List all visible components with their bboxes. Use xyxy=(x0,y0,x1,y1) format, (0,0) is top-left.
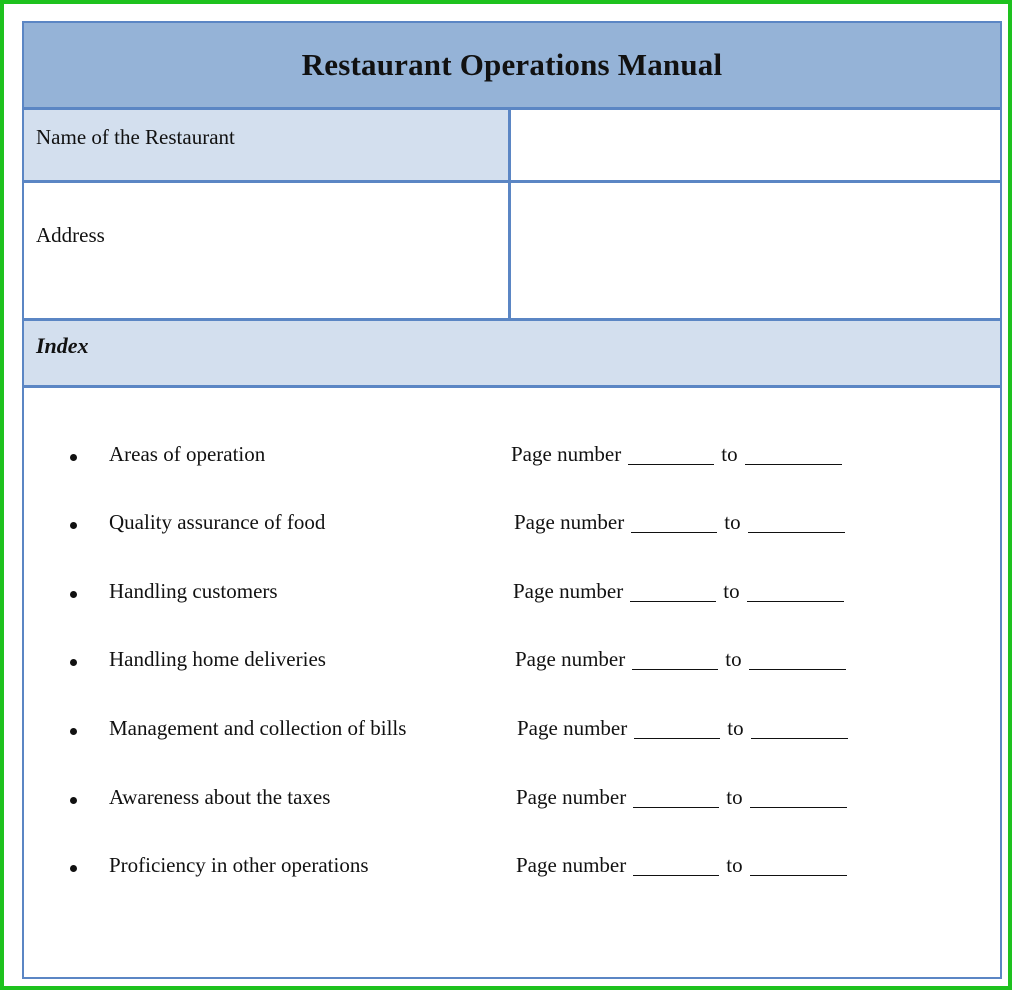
page-range xyxy=(517,716,848,741)
to-label: to xyxy=(725,647,742,671)
page-number-label: Page number xyxy=(515,647,626,671)
index-item-topic: Areas of operation xyxy=(109,442,266,466)
page-to-blank[interactable] xyxy=(748,531,845,533)
page-to-blank[interactable] xyxy=(750,806,847,808)
page-range xyxy=(516,785,847,810)
document-title: Restaurant Operations Manual xyxy=(24,23,1000,110)
bullet-icon xyxy=(70,659,77,666)
index-item xyxy=(24,785,1000,815)
page-from-blank[interactable] xyxy=(628,463,714,465)
to-label: to xyxy=(721,442,738,466)
page-to-blank[interactable] xyxy=(750,874,847,876)
page-to-blank[interactable] xyxy=(747,600,844,602)
to-label: to xyxy=(726,853,743,877)
index-list xyxy=(24,391,1000,977)
index-item-topic: Awareness about the taxes xyxy=(109,785,331,809)
restaurant-name-field[interactable] xyxy=(511,110,1000,180)
index-item-topic: Proficiency in other operations xyxy=(109,853,369,877)
index-heading: Index xyxy=(24,321,1000,388)
index-item-topic: Quality assurance of food xyxy=(109,510,326,534)
restaurant-name-row xyxy=(24,110,1000,183)
bullet-icon xyxy=(70,797,77,804)
page-number-label: Page number xyxy=(516,853,627,877)
page-range xyxy=(515,647,846,672)
index-item-topic: Management and collection of bills xyxy=(109,716,407,740)
index-item xyxy=(24,442,1000,472)
page-from-blank[interactable] xyxy=(633,874,719,876)
bullet-icon xyxy=(70,522,77,529)
page-to-blank[interactable] xyxy=(745,463,842,465)
to-label: to xyxy=(723,579,740,603)
to-label: to xyxy=(724,510,741,534)
page-from-blank[interactable] xyxy=(630,600,716,602)
page-to-blank[interactable] xyxy=(751,737,848,739)
page-number-label: Page number xyxy=(514,510,625,534)
index-item-topic: Handling customers xyxy=(109,579,278,603)
page-range xyxy=(516,853,847,878)
bullet-icon xyxy=(70,454,77,461)
page-from-blank[interactable] xyxy=(633,806,719,808)
address-label: Address xyxy=(24,183,511,318)
page-range xyxy=(513,579,844,604)
page-number-label: Page number xyxy=(517,716,628,740)
index-item xyxy=(24,647,1000,677)
index-item xyxy=(24,853,1000,883)
page-number-label: Page number xyxy=(516,785,627,809)
page-number-label: Page number xyxy=(513,579,624,603)
bullet-icon xyxy=(70,865,77,872)
page-range xyxy=(514,510,845,535)
bullet-icon xyxy=(70,728,77,735)
address-field[interactable] xyxy=(511,183,1000,318)
page-to-blank[interactable] xyxy=(749,668,846,670)
to-label: to xyxy=(727,716,744,740)
page-number-label: Page number xyxy=(511,442,622,466)
document-form xyxy=(22,21,1002,979)
index-item xyxy=(24,510,1000,540)
page-from-blank[interactable] xyxy=(634,737,720,739)
index-item-topic: Handling home deliveries xyxy=(109,647,326,671)
page-from-blank[interactable] xyxy=(631,531,717,533)
to-label: to xyxy=(726,785,743,809)
bullet-icon xyxy=(70,591,77,598)
address-row xyxy=(24,183,1000,321)
index-item xyxy=(24,716,1000,746)
index-item xyxy=(24,579,1000,609)
page-range xyxy=(511,442,842,467)
page-from-blank[interactable] xyxy=(632,668,718,670)
restaurant-name-label: Name of the Restaurant xyxy=(24,110,511,180)
